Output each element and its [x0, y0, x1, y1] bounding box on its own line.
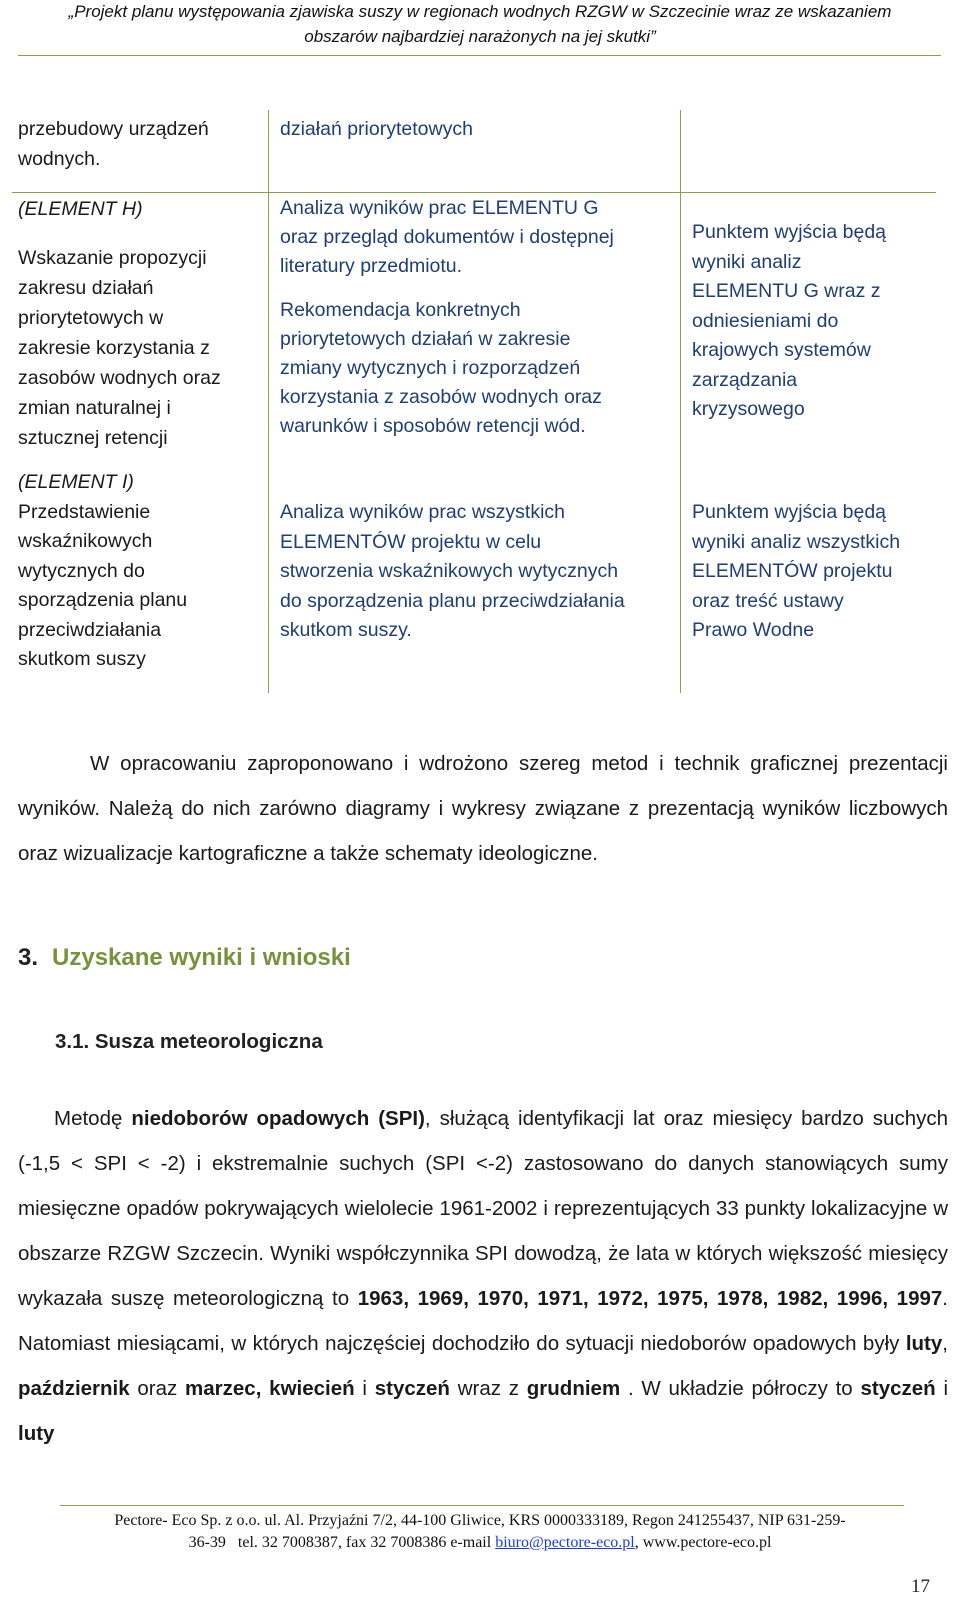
- bold-run: październik: [18, 1377, 130, 1400]
- cell-line: wyniki analiz: [692, 250, 802, 273]
- cell-line: korzystania z zasobów wodnych oraz: [280, 386, 602, 408]
- section-title: Uzyskane wyniki i wnioski: [52, 944, 351, 971]
- cell-line: skutkom suszy.: [280, 619, 412, 641]
- page-number: 17: [911, 1576, 930, 1597]
- email-link[interactable]: biuro@pectore-eco.pl: [495, 1534, 635, 1551]
- cell-line: wskaźnikowych: [18, 530, 153, 552]
- section-heading: [18, 944, 351, 972]
- text-run: i: [354, 1377, 375, 1400]
- footer-divider: [60, 1505, 904, 1506]
- element-label: (ELEMENT H): [18, 198, 143, 220]
- cell-line: ELEMENTÓW projektu: [692, 560, 893, 582]
- cell-line: Punktem wyjścia będą: [692, 221, 887, 243]
- cell-line: oraz treść ustawy: [692, 589, 844, 612]
- project-elements-table: [0, 110, 960, 712]
- footer-website: , www.pectore-eco.pl: [634, 1534, 772, 1551]
- header-title-line2: obszarów najbardziej narażonych na jej skutki”: [304, 27, 656, 46]
- cell-line: do sporządzenia planu przeciwdziałania: [280, 589, 625, 612]
- cell-line: wodnych.: [18, 148, 101, 170]
- text-run: . W układzie półroczy to: [620, 1377, 861, 1400]
- bold-run: luty: [905, 1332, 943, 1355]
- cell-line: wytycznych do: [18, 559, 145, 582]
- cell-line: Analiza wyników prac ELEMENTU G: [280, 197, 599, 219]
- cell-line: działań priorytetowych: [280, 118, 473, 140]
- cell-line: zmian naturalnej i: [18, 397, 171, 419]
- cell-line: zarządzania: [692, 368, 798, 391]
- cell-line: literatury przedmiotu.: [280, 255, 463, 277]
- bold-run: niedoborów opadowych (SPI): [131, 1107, 425, 1130]
- cell-line: sporządzenia planu: [18, 589, 188, 611]
- cell-line: warunków i sposobów retencji wód.: [280, 415, 586, 437]
- cell-line: wyniki analiz wszystkich: [692, 530, 901, 553]
- footer-line1: Pectore- Eco Sp. z o.o. ul. Al. Przyjaźni 7/2, 44-100 Gliwice, KRS 0000333189, Regon 241255437, NIP 631-259-: [114, 1512, 846, 1529]
- cell-line: Analiza wyników prac wszystkich: [280, 501, 566, 523]
- header-title-line1: „Projekt planu występowania zjawiska suszy w regionach wodnych RZGW w Szczecinie wraz ze wskazaniem: [68, 2, 892, 21]
- cell-line: ELEMENTÓW projektu w celu: [280, 530, 542, 553]
- cell-line: Rekomendacja konkretnych: [280, 299, 521, 321]
- table-cell-element-h: [18, 194, 268, 453]
- text-run: Metodę: [54, 1107, 132, 1130]
- table-cell-starting-point: [692, 498, 942, 646]
- bold-run: grudniem: [526, 1377, 621, 1400]
- cell-line: kryzysowego: [692, 398, 805, 420]
- section-number: 3.: [18, 944, 39, 971]
- table-row-divider: [12, 192, 936, 193]
- bold-run: luty: [18, 1422, 55, 1445]
- subsection-heading: 3.1. Susza meteorologiczna: [55, 1030, 323, 1053]
- cell-line: przebudowy urządzeń: [18, 118, 209, 140]
- cell-line: sztucznej retencji: [18, 427, 168, 449]
- cell-line: zmiany wytycznych i rozporządzeń: [280, 357, 581, 379]
- cell-line: ELEMENTU G wraz z: [692, 280, 881, 302]
- table-column-divider: [268, 110, 269, 693]
- text-run: . Natomiast miesiącami, w których najczęściej dochodziło do sytuacji niedoborów opadowych były: [18, 1287, 948, 1355]
- table-cell-description: [280, 498, 680, 646]
- cell-line: zasobów wodnych oraz: [18, 367, 221, 389]
- cell-line: Prawo Wodne: [692, 619, 815, 641]
- cell-line: Punktem wyjścia będą: [692, 501, 887, 523]
- page-footer: [0, 1510, 960, 1554]
- text-run: oraz: [129, 1377, 186, 1400]
- text-run: i: [935, 1377, 949, 1400]
- cell-line: stworzenia wskaźnikowych wytycznych: [280, 560, 619, 582]
- footer-contact: 36-39 tel. 32 7008387, fax 32 7008386 e-mail: [188, 1534, 496, 1551]
- header-divider: [18, 55, 941, 56]
- element-label: (ELEMENT I): [18, 471, 134, 493]
- table-cell: [280, 114, 680, 144]
- footer-line2: [0, 1532, 960, 1554]
- cell-line: zakresu działań: [18, 277, 154, 299]
- body-paragraph-graphics: [18, 741, 948, 876]
- bold-run: styczeń: [860, 1377, 936, 1400]
- table-cell-description: [280, 194, 680, 441]
- bold-run: marzec, kwiecień: [185, 1377, 355, 1400]
- cell-line: Wskazanie propozycji: [18, 247, 207, 269]
- bold-run: styczeń: [374, 1377, 450, 1400]
- table-cell: [18, 114, 268, 174]
- cell-line: odniesieniami do: [692, 309, 839, 332]
- table-cell-element-i: [18, 468, 268, 675]
- cell-line: priorytetowych działań w zakresie: [280, 328, 571, 350]
- cell-line: krajowych systemów: [692, 339, 871, 361]
- table-cell-starting-point: [692, 218, 942, 425]
- cell-line: oraz przegląd dokumentów i dostępnej: [280, 226, 614, 248]
- text-run: , służącą identyfikacji lat oraz miesięcy bardzo suchych (-1,5 < SPI < -2) i ekstremalnie suchych (SPI <-2) zastosowano do danych stanowiących sumy miesięczne opadów pokrywających wielolecie 1961-2002 i reprezentujących 33 punkty lokalizacyjne w obszarze RZGW Szczecin. Wyniki współczynnika SPI dowodzą, że lata w których większość miesięcy wykazała suszę meteorologiczną to: [18, 1107, 948, 1310]
- cell-line: zakresie korzystania z: [18, 337, 210, 359]
- cell-line: priorytetowych w: [18, 307, 164, 329]
- table-column-divider: [680, 110, 681, 693]
- cell-line: Przedstawienie: [18, 500, 151, 523]
- cell-line: przeciwdziałania: [18, 618, 162, 641]
- text-run: wraz z: [449, 1377, 527, 1400]
- text-run: ,: [942, 1332, 948, 1355]
- cell-line: skutkom suszy: [18, 648, 146, 670]
- paragraph-text: W opracowaniu zaproponowano i wdrożono szereg metod i technik graficznej prezentacji wyników. Należą do nich zarówno diagramy i wykresy związane z prezentacją wyników liczbowych oraz wizualizacje kartograficzne a także schematy ideologiczne.: [18, 752, 948, 865]
- body-paragraph-spi: [18, 1096, 948, 1456]
- bold-run: 1963, 1969, 1970, 1971, 1972, 1975, 1978, 1982, 1996, 1997: [357, 1287, 943, 1310]
